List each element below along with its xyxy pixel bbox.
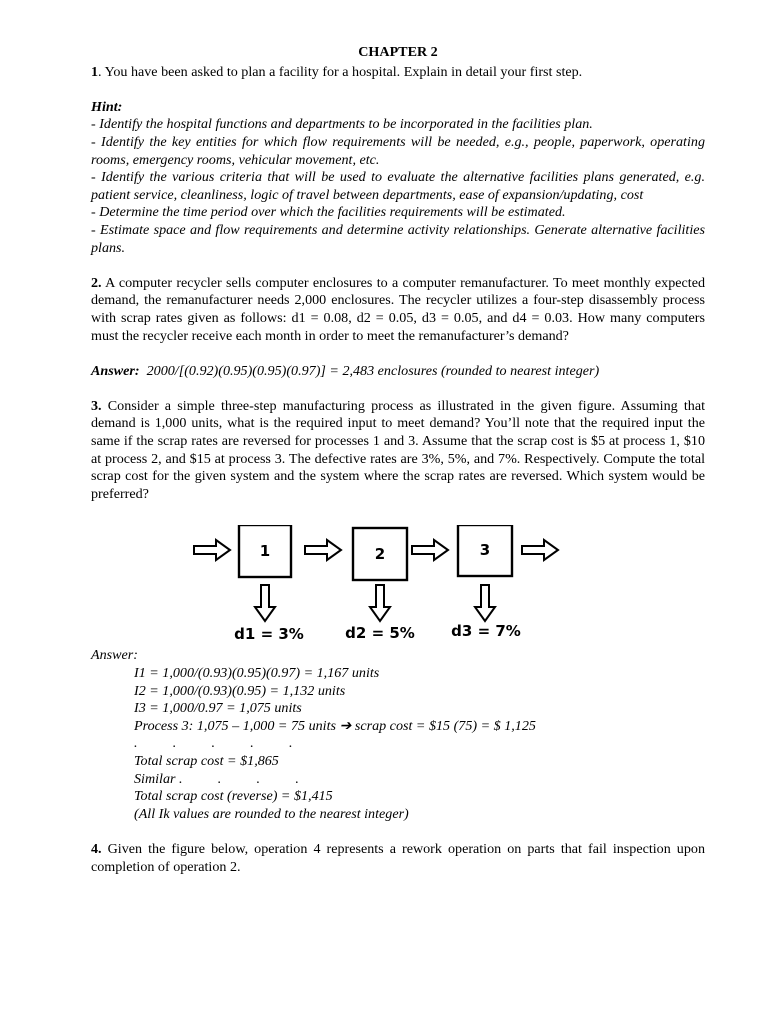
document-page (91, 44, 705, 876)
question-3-answer (91, 647, 705, 823)
flow-arrow-1-2 (305, 540, 341, 560)
hint-item: - Estimate space and flow requirements and determine activity relationships. Generate alternative facilities plans. (91, 221, 705, 256)
question-4-text: Given the figure below, operation 4 represents a rework operation on parts that fail inspection upon completion of operation 2. (91, 840, 705, 875)
similar-line (91, 771, 705, 789)
answer-line: Process 3: 1,075 – 1,000 = 75 units ➔ scrap cost = $15 (75) = $ 1,125 (134, 717, 536, 734)
answer-label: Answer: (91, 647, 138, 664)
process-box-3-label: 3 (479, 541, 491, 560)
hint-item: - Identify the various criteria that will be used to evaluate the alternative facilities plans generated, e.g. patient service, cleanliness, logic of travel between departments, ease of expansion/updating, cost (91, 169, 705, 203)
output-arrow (522, 540, 558, 560)
question-1-number: 1 (91, 63, 99, 80)
question-3-number: 3. (91, 397, 102, 414)
answer-line: I3 = 1,000/0.97 = 1,075 units (134, 700, 302, 717)
scrap-arrow-2 (370, 585, 390, 621)
defect-rate-2: d2 = 5% (345, 624, 415, 643)
answer-line: I2 = 1,000/(0.93)(0.95) = 1,132 units (134, 682, 346, 699)
question-2-number: 2. (91, 274, 102, 291)
similar-dots: . . . (217, 770, 299, 787)
total-scrap-cost: Total scrap cost = $1,865 (134, 753, 279, 769)
question-3-text: Consider a simple three-step manufacturing process as illustrated in the given figure. Assuming that demand is 1,000 units, what is the required input to meet demand? You’ll note that the required input the same if the scrap rates are reversed for processes 1 and 3. Assume that the scrap cost is $5 at process 1, $10 at process 2, and $15 at process 3. The defective rates are 3%, 5%, and 7%. Respectively. Compute the total scrap cost for the given system and the system where the scrap rates are reversed. Which system would be preferred? (91, 397, 705, 502)
flow-arrow-2-3 (412, 540, 448, 560)
hint-label: Hint: (91, 98, 123, 115)
defect-rate-3: d3 = 7% (451, 622, 521, 641)
question-4-number: 4. (91, 840, 102, 857)
total-scrap-cost-reverse: Total scrap cost (reverse) = $1,415 (134, 788, 333, 805)
process-box-2-label: 2 (374, 545, 386, 564)
question-2 (91, 275, 705, 345)
answer-line: I1 = 1,000/(0.93)(0.95)(0.97) = 1,167 units (134, 665, 380, 682)
question-1-text: . You have been asked to plan a facility for a hospital. Explain in detail your first step. (98, 63, 583, 80)
scrap-arrow-1 (255, 585, 275, 621)
scrap-arrow-3 (475, 585, 495, 621)
input-arrow (194, 540, 230, 560)
process-flow-diagram (91, 525, 705, 647)
question-4 (91, 841, 705, 876)
process-box-1-label: 1 (259, 542, 271, 561)
hint-item: - Identify the hospital functions and departments to be incorporated in the facilities plan. (91, 116, 593, 133)
question-3 (91, 398, 705, 504)
question-2-answer (91, 363, 705, 381)
defect-rate-1: d1 = 3% (234, 625, 304, 644)
answer-text: 2000/[(0.92)(0.95)(0.95)(0.97)] = 2,483 enclosures (rounded to nearest integer) (146, 362, 600, 379)
question-2-text: A computer recycler sells computer enclosures to a computer remanufacturer. To meet monthly expected demand, the remanufacturer needs 2,000 enclosures. The recycler utilizes a four-step disassembly process with scrap rates given as follows: d1 = 0.08, d2 = 0.05, d3 = 0.05, and d4 = 0.03. How many computers must the recycler receive each month in order to meet the remanufacturer’s demand? (91, 274, 705, 344)
answer-dots: . . . . . (134, 735, 293, 752)
similar-label: Similar . (134, 770, 183, 787)
chapter-title: CHAPTER 2 (358, 44, 438, 60)
rounding-note: (All Ik values are rounded to the nearest integer) (134, 805, 409, 822)
answer-label: Answer: (91, 362, 140, 379)
hint-item: - Determine the time period over which the facilities requirements will be estimated. (91, 204, 566, 221)
question-1 (91, 64, 705, 82)
hint-item: - Identify the key entities for which flow requirements will be needed, e.g., people, paperwork, operating rooms, emergency rooms, vehicular movement, etc. (91, 133, 705, 168)
